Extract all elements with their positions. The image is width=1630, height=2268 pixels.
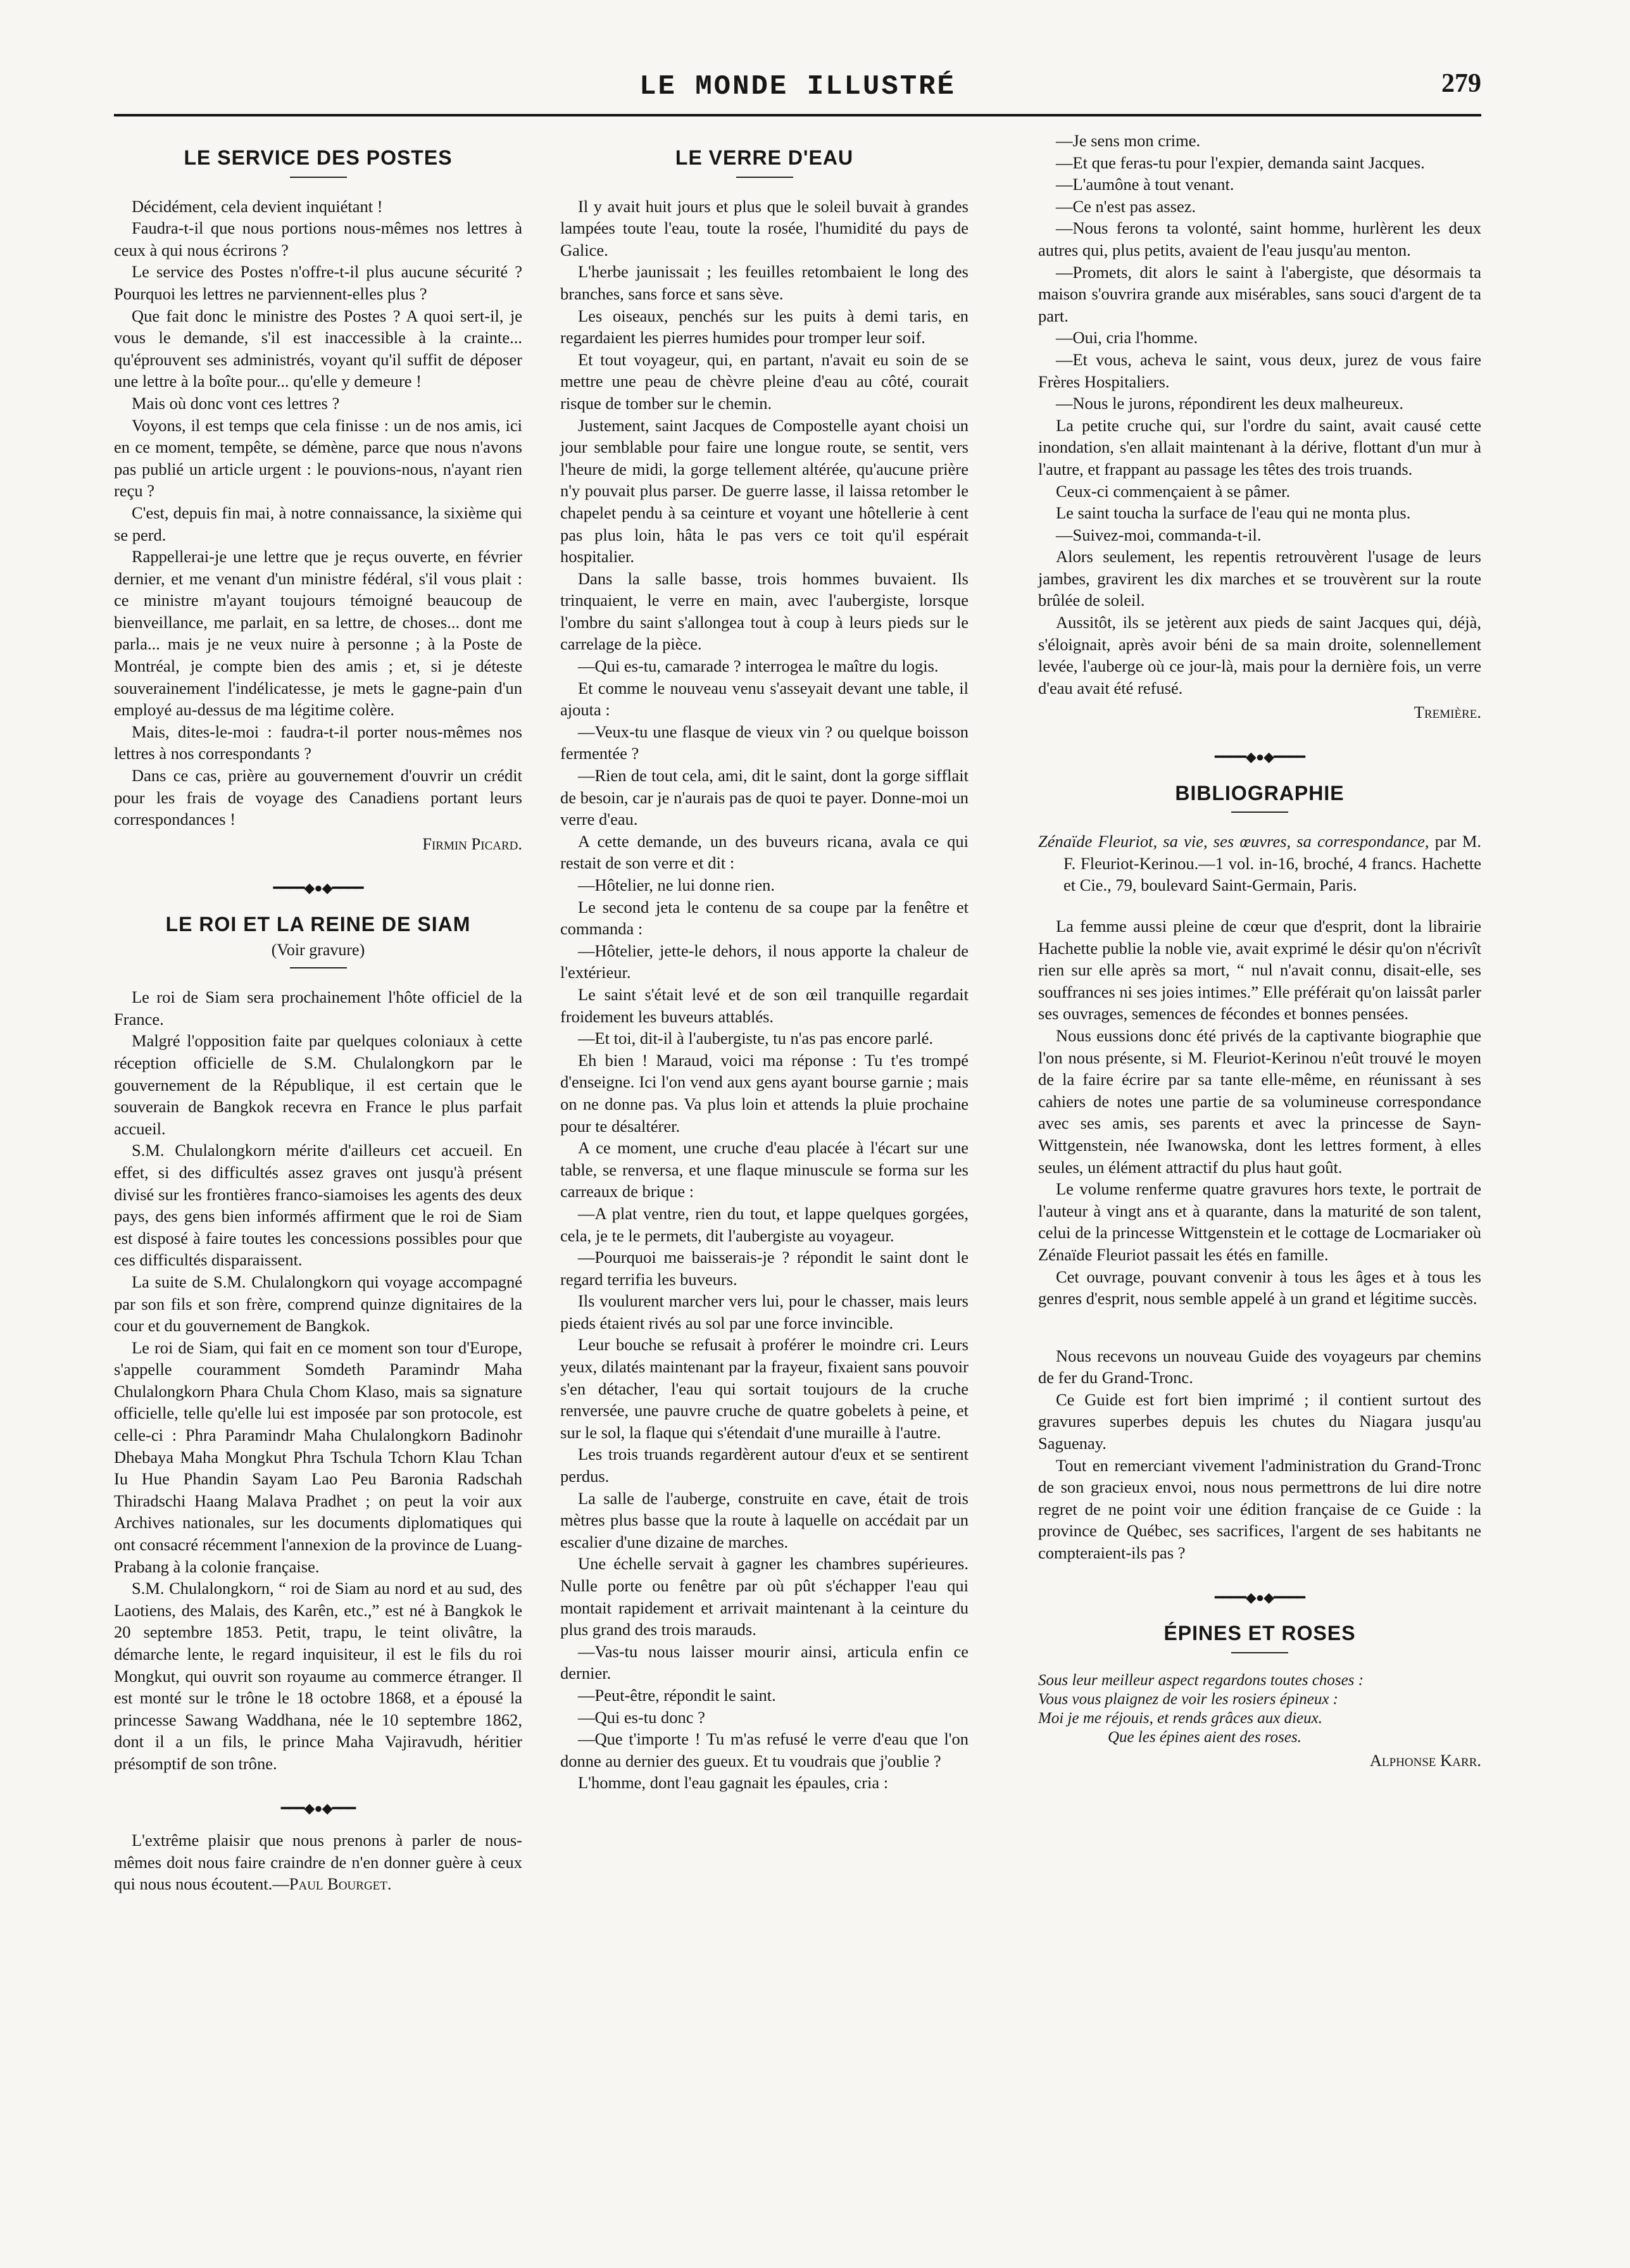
article-postes xyxy=(114,196,522,855)
paragraph: —Suivez-moi, commanda-t-il. xyxy=(1056,525,1262,544)
paragraph: —Qui es-tu donc ? xyxy=(578,1707,705,1727)
paragraph: L'herbe jaunissait ; les feuilles retombaient le long des branches, sans force et sans sève. xyxy=(560,262,969,303)
poem-line: Que les épines aient des roses. xyxy=(1108,1728,1301,1746)
section-title-epines: ÉPINES ET ROSES xyxy=(1163,1622,1356,1645)
poem-line: Vous vous plaignez de voir les rosiers épineux : xyxy=(1038,1690,1338,1708)
paragraph: C'est, depuis fin mai, à notre connaissance, la sixième qui se perd. xyxy=(114,503,522,544)
signature: Tremière. xyxy=(1414,703,1481,722)
paragraph: —Ce n'est pas assez. xyxy=(1056,196,1196,216)
paragraph: Rappellerai-je une lettre que je reçus ouverte, en février dernier, et me venant d'un ministre fédéral, s'il vous plait : ce ministre m'ayant toujours témoigné beaucoup de bienveillance, me parlait, en sa lettre, de choses... dont me parla... mais je ne veux nuire à personne ; à la Poste de Montréal, je compte bien des amis ; et, si je déteste souverainement l'indélicatesse, je mets le gagne-pain d'un employé au-dessus de ma légitime colère. xyxy=(114,547,522,720)
paragraph: Dans la salle basse, trois hommes buvaient. Ils trinquaient, le verre en main, avec l'aubergiste, lorsque l'ombre du saint s'allongea tout à coup à leurs pieds sur le carrelage de la pièce. xyxy=(560,568,969,654)
spacer xyxy=(1038,1310,1481,1345)
spacer xyxy=(1038,896,1481,915)
title-rule xyxy=(290,967,347,968)
quote-text: L'extrême plaisir que nous prenons à parler de nous-mêmes doit nous faire craindre de n'en donner guère à ceux qui nous nous écoutent.— xyxy=(114,1831,522,1894)
paragraph: —Peut-être, répondit le saint. xyxy=(578,1685,776,1705)
paragraph: S.M. Chulalongkorn, “ roi de Siam au nord et au sud, des Laotiens, des Malais, des Karên, etc.,” est né à Bangkok le 20 septembre 1853. Petit, trapu, le teint olivâtre, la démarche lente, le regard inquisiteur, il est le fils du roi Mongkut, qui ouvrit son royaume au commerce étranger. Il est monté sur le trône le 18 octobre 1868, et a épousé la princesse Sawang Waddhana, née le 10 septembre 1862, dont il a un fils, le prince Maha Vajiravudh, héritier présomptif de son trône. xyxy=(114,1579,522,1773)
column-3 xyxy=(1038,130,1481,1771)
book-title: Zénaïde Fleuriot, sa vie, ses œuvres, sa correspondance, xyxy=(1038,832,1429,851)
masthead-title: LE MONDE ILLUSTRÉ xyxy=(639,71,956,103)
paragraph: —Oui, cria l'homme. xyxy=(1056,328,1198,348)
title-rule xyxy=(290,177,347,178)
paragraph: —Et vous, acheva le saint, vous deux, jurez de vous faire Frères Hospitaliers. xyxy=(1038,349,1481,391)
paragraph: —Hôtelier, jette-le dehors, il nous apporte la chaleur de l'extérieur. xyxy=(560,941,969,982)
header-rule xyxy=(114,114,1481,116)
paragraph: —Vas-tu nous laisser mourir ainsi, articula enfin ce dernier. xyxy=(560,1641,969,1683)
ornament-divider: ━━━━◆●◆━━━━ xyxy=(273,880,363,896)
paragraph: —Rien de tout cela, ami, dit le saint, dont la gorge sifflait de besoin, car je n'aurais pas de quoi te payer. Donne-moi un verre d'eau. xyxy=(560,766,969,829)
paragraph: La suite de S.M. Chulalongkorn qui voyage accompagné par son fils et son frère, comprend quinze dignitaires de la cour et du gouvernement de Bangkok. xyxy=(114,1272,522,1336)
paragraph: Aussitôt, ils se jetèrent aux pieds de saint Jacques qui, déjà, s'éloignait, après avoir béni de sa main droite, solennellement levée, l'auberge où ce jour-là, mais pour la dernière fois, un verre d'eau avait été refusé. xyxy=(1038,613,1481,698)
paragraph: Le second jeta le contenu de sa coupe par la fenêtre et commanda : xyxy=(560,897,969,939)
paragraph: Le saint toucha la surface de l'eau qui ne monta plus. xyxy=(1056,503,1411,523)
paragraph: Le volume renferme quatre gravures hors texte, le portrait de l'auteur à vingt ans et à quarante, dans la maturité de son talent, celui de la princesse Wittgenstein et le cottage de Locmariaker où Zénaïde Fleuriot passait les étés en famille. xyxy=(1038,1179,1481,1264)
paragraph: Ceux-ci commençaient à se pâmer. xyxy=(1056,481,1291,501)
quote-author: Paul Bourget. xyxy=(289,1874,392,1894)
paragraph: Le saint s'était levé et de son œil tranquille regardait froidement les buveurs attablés. xyxy=(560,984,969,1026)
paragraph: Tout en remerciant vivement l'administration du Grand-Tronc de son gracieux envoi, nous nous permettrons de lui dire notre regret de ne point voir une édition française de ce Guide : la province de Québec, ses sacrifices, l'argent de ses habitants ne compteraient-ils pas ? xyxy=(1038,1455,1481,1563)
signature: Alphonse Karr. xyxy=(1369,1750,1481,1770)
paragraph: Cet ouvrage, pouvant convenir à tous les âges et à tous les genres d'esprit, nous semble appelé à un grand et légitime succès. xyxy=(1038,1267,1481,1308)
paragraph: —L'aumône à tout venant. xyxy=(1056,175,1234,194)
paragraph: Malgré l'opposition faite par quelques coloniaux à cette réception officielle de S.M. Chulalongkorn par le gouvernement de la République, il est certain que le souverain de Bangkok recevra en France le plus parfait accueil. xyxy=(114,1031,522,1138)
paragraph: Ils voulurent marcher vers lui, pour le chasser, mais leurs pieds étaient rivés au sol par une force invincible. xyxy=(560,1291,969,1332)
ornament-divider: ━━━━◆●◆━━━━ xyxy=(1214,1589,1305,1605)
title-rule xyxy=(736,177,793,178)
paragraph: —Veux-tu une flasque de vieux vin ? ou quelque boisson fermentée ? xyxy=(560,722,969,763)
paragraph: Ce Guide est fort bien imprimé ; il contient surtout des gravures superbes depuis les chutes du Niagara jusqu'au Saguenay. xyxy=(1038,1389,1481,1453)
ornament-divider: ━━━━◆●◆━━━━ xyxy=(1214,749,1305,765)
article-guide xyxy=(1038,1345,1481,1564)
paragraph: La femme aussi pleine de cœur que d'esprit, dont la librairie Hachette publie la noble vie, avait exprimé le désir qu'on n'écrivît rien sur elle après sa mort, “ nul n'avait connu, disait-elle, ses souffrances ni ses joies intimes.” Elle préférait qu'on laissât parler ses ouvrages, semences de fécondes et bonnes pensées. xyxy=(1038,917,1481,1024)
paragraph: Nous eussions donc été privés de la captivante biographie que l'on nous présente, si M. Fleuriot-Kerinou n'eût trouvé le moyen de la faire écrire par sa tante elle-même, en réunissant à ses cahiers de notes une partie de sa volumineuse correspondance avec ses amis, ses parents et avec la princesse de Sayn-Wittgenstein, née Iwanowska, dont les lettres forment, à elles seules, un élément attractif du plus haut goût. xyxy=(1038,1025,1481,1177)
title-rule xyxy=(1231,1652,1288,1653)
paragraph: Le service des Postes n'offre-t-il plus aucune sécurité ? Pourquoi les lettres ne parviennent-elles plus ? xyxy=(114,262,522,303)
paragraph: —Nous le jurons, répondirent les deux malheureux. xyxy=(1056,394,1404,413)
paragraph: Faudra-t-il que nous portions nous-mêmes nos lettres à ceux à qui nous écrirons ? xyxy=(114,218,522,260)
poem xyxy=(1038,1671,1481,1747)
ornament-divider: ━━━◆●◆━━━ xyxy=(280,1800,356,1816)
page-number: 279 xyxy=(1441,69,1481,98)
paragraph: Mais où donc vont ces lettres ? xyxy=(132,393,340,413)
paragraph: Nous recevons un nouveau Guide des voyageurs par chemins de fer du Grand-Tronc. xyxy=(1038,1346,1481,1388)
paragraph: L'homme, dont l'eau gagnait les épaules, cria : xyxy=(578,1773,889,1793)
poem-line: Moi je me réjouis, et rends grâces aux dieux. xyxy=(1038,1709,1322,1727)
paragraph: Eh bien ! Maraud, voici ma réponse : Tu t'es trompé d'enseigne. Ici l'on vend aux gens ayant bourse garnie ; mais on ne donne pas. Va plus loin et attends la pluie prochaine pour te désaltérer. xyxy=(560,1050,969,1136)
bibliography-entry xyxy=(1038,830,1481,896)
paragraph: Décidément, cela devient inquiétant ! xyxy=(132,196,383,216)
paragraph: —Que t'importe ! Tu m'as refusé le verre d'eau que l'on donne au dernier des gueux. Et tu voudrais que j'oublie ? xyxy=(560,1729,969,1770)
paragraph: Le roi de Siam, qui fait en ce moment son tour d'Europe, s'appelle couramment Somdeth Paramindr Maha Chulalongkorn Phara Chula Chom Klaso, mais sa signature officielle, telle qu'elle lui est imposée par son protocole, est celle-ci : Phra Paramindr Maha Chulalongkorn Badinohr Dhebaya Maha Mongkut Phra Tschula Tchorn Klau Tchan Iu Hue Phandin Sayam Lao Peu Baronia Radschah Thiradschi Haang Malava Pradhet ; on peut la voir aux Archives nationales, sur les documents diplomatiques qui ont consacré récemment l'annexion de la province de Luang-Prabang à la colonie française. xyxy=(114,1338,522,1576)
paragraph: Justement, saint Jacques de Compostelle ayant choisi un jour semblable pour faire une longue route, se sentit, vers l'heure de midi, la gorge tellement altérée, qu'aucune prière n'y pouvait plus parser. De guerre lasse, il laissa retomber le chapelet pendu à sa ceinture et voyant une hôtellerie à cent pas plus loin, hâta le pas vers ce toit qu'il espérait hospitalier. xyxy=(560,415,969,567)
paragraph: —Et toi, dit-il à l'aubergiste, tu n'as pas encore parlé. xyxy=(578,1029,933,1048)
paragraph: Dans ce cas, prière au gouvernement d'ouvrir un crédit pour les frais de voyage des Canadiens portant leurs correspondances ! xyxy=(114,766,522,829)
article-verre-continued xyxy=(1038,130,1481,724)
section-subtitle: (Voir gravure) xyxy=(271,940,365,959)
paragraph: Mais, dites-le-moi : faudra-t-il porter nous-mêmes nos lettres à nos correspondants ? xyxy=(114,722,522,763)
paragraph: Une échelle servait à gagner les chambres supérieures. Nulle porte ou fenêtre par où pût s'échapper l'eau qui montait rapidement et arrivait maintenant à la ceinture du plus grand des trois marauds. xyxy=(560,1554,969,1639)
column-1 xyxy=(114,133,522,1895)
paragraph: Que fait donc le ministre des Postes ? A quoi sert-il, je vous le demande, s'il est inaccessible à la crainte... qu'éprouvent ses administrés, voyant qu'il suffit de déposer une lettre à la boîte pour... qu'elle y demeure ! xyxy=(114,306,522,391)
paragraph: —Promets, dit alors le saint à l'abergiste, que désormais ta maison s'ouvrira grande aux misérables, sans souci d'argent de ta part. xyxy=(1038,262,1481,325)
section-title-verre: LE VERRE D'EAU xyxy=(675,146,854,169)
paragraph: Il y avait huit jours et plus que le soleil buvait à grandes lampées toute l'eau, toute la rosée, l'humidité du pays de Galice. xyxy=(560,196,969,260)
section-title-siam: LE ROI ET LA REINE DE SIAM xyxy=(165,913,471,936)
paragraph: S.M. Chulalongkorn mérite d'ailleurs cet accueil. En effet, si des difficultés assez graves ont jusqu'à présent divisé sur les frontières franco-siamoises les agents des deux pays, des gens bien informés affirment que le roi de Siam est disposé à faire toutes les concessions possibles pour que ces difficultés disparaissent. xyxy=(114,1141,522,1270)
page-header xyxy=(114,71,1481,109)
paragraph: —Hôtelier, ne lui donne rien. xyxy=(578,875,775,894)
article-siam xyxy=(114,986,522,1774)
column-2 xyxy=(560,133,969,1794)
paragraph: Voyons, il est temps que cela finisse : un de nos amis, ici en ce moment, tempête, se démène, parce que nous n'avons pas publié un article urgent : le pouvions-nous, n'ayant rien reçu ? xyxy=(114,415,522,501)
paragraph: —Pourquoi me baisserais-je ? répondit le saint dont le regard terrifia les buveurs. xyxy=(560,1248,969,1289)
paragraph: Leur bouche se refusait à proférer le moindre cri. Leurs yeux, dilatés maintenant par la frayeur, fixaient sans pouvoir s'en détacher, l'eau qui sortait toujours de la cruche renversée, une pauvre cruche de quatre gobelets à peine, et sur le sol, la flaque qui s'étendait d'une muraille à l'autre. xyxy=(560,1335,969,1442)
paragraph: —Nous ferons ta volonté, saint homme, hurlèrent les deux autres qui, plus petits, avaient de l'eau jusqu'au menton. xyxy=(1038,218,1481,260)
paragraph: Et tout voyageur, qui, en partant, n'avait eu soin de se mettre une peau de chèvre pleine d'eau au côté, courait risque de tomber sur le chemin. xyxy=(560,349,969,413)
section-title-biblio: BIBLIOGRAPHIE xyxy=(1175,781,1345,805)
paragraph: —Qui es-tu, camarade ? interrogea le maître du logis. xyxy=(578,656,939,676)
title-rule xyxy=(1231,811,1288,813)
paragraph: La salle de l'auberge, construite en cave, était de trois mètres plus basse que la route à laquelle on accédait par un escalier d'une dizaine de marches. xyxy=(560,1488,969,1551)
paragraph: —A plat ventre, rien du tout, et lappe quelques gorgées, cela, je te le permets, dit l'aubergiste au voyageur. xyxy=(560,1203,969,1245)
paragraph: La petite cruche qui, sur l'ordre du saint, avait causé cette inondation, s'en allait maintenant à la dérive, flottant d'un mur à l'autre, et frappant au passage les têtes des trois truands. xyxy=(1038,415,1481,479)
article-biblio xyxy=(1038,915,1481,1310)
quote-bourget xyxy=(114,1829,522,1895)
signature: Firmin Picard. xyxy=(422,834,522,853)
book-details: par M. F. Fleuriot-Kerinou.—1 vol. in-16, broché, 4 francs. Hachette et Cie., 79, boulevard Saint-Germain, Paris. xyxy=(1063,832,1482,895)
paragraph: Les trois truands regardèrent autour d'eux et se sentirent perdus. xyxy=(560,1444,969,1486)
paragraph: Alors seulement, les repentis retrouvèrent l'usage de leurs jambes, gravirent les dix marches et se trouvèrent sur la route brûlée de soleil. xyxy=(1038,547,1481,610)
paragraph: Le roi de Siam sera prochainement l'hôte officiel de la France. xyxy=(114,987,522,1029)
article-verre xyxy=(560,196,969,1794)
paragraph: —Je sens mon crime. xyxy=(1056,131,1201,150)
section-title-postes: LE SERVICE DES POSTES xyxy=(184,146,453,169)
paragraph: A cette demande, un des buveurs ricana, avala ce qui restait de son verre et dit : xyxy=(560,831,969,873)
poem-line: Sous leur meilleur aspect regardons toutes choses : xyxy=(1038,1671,1364,1689)
paragraph: Et comme le nouveau venu s'asseyait devant une table, il ajouta : xyxy=(560,678,969,720)
paragraph: Les oiseaux, penchés sur les puits à demi taris, en regardaient les pierres humides pour tromper leur soif. xyxy=(560,306,969,348)
paragraph: —Et que feras-tu pour l'expier, demanda saint Jacques. xyxy=(1056,153,1425,172)
paragraph: A ce moment, une cruche d'eau placée à l'écart sur une table, se renversa, et une flaque minuscule se forma sur les carreaux de brique : xyxy=(560,1138,969,1201)
